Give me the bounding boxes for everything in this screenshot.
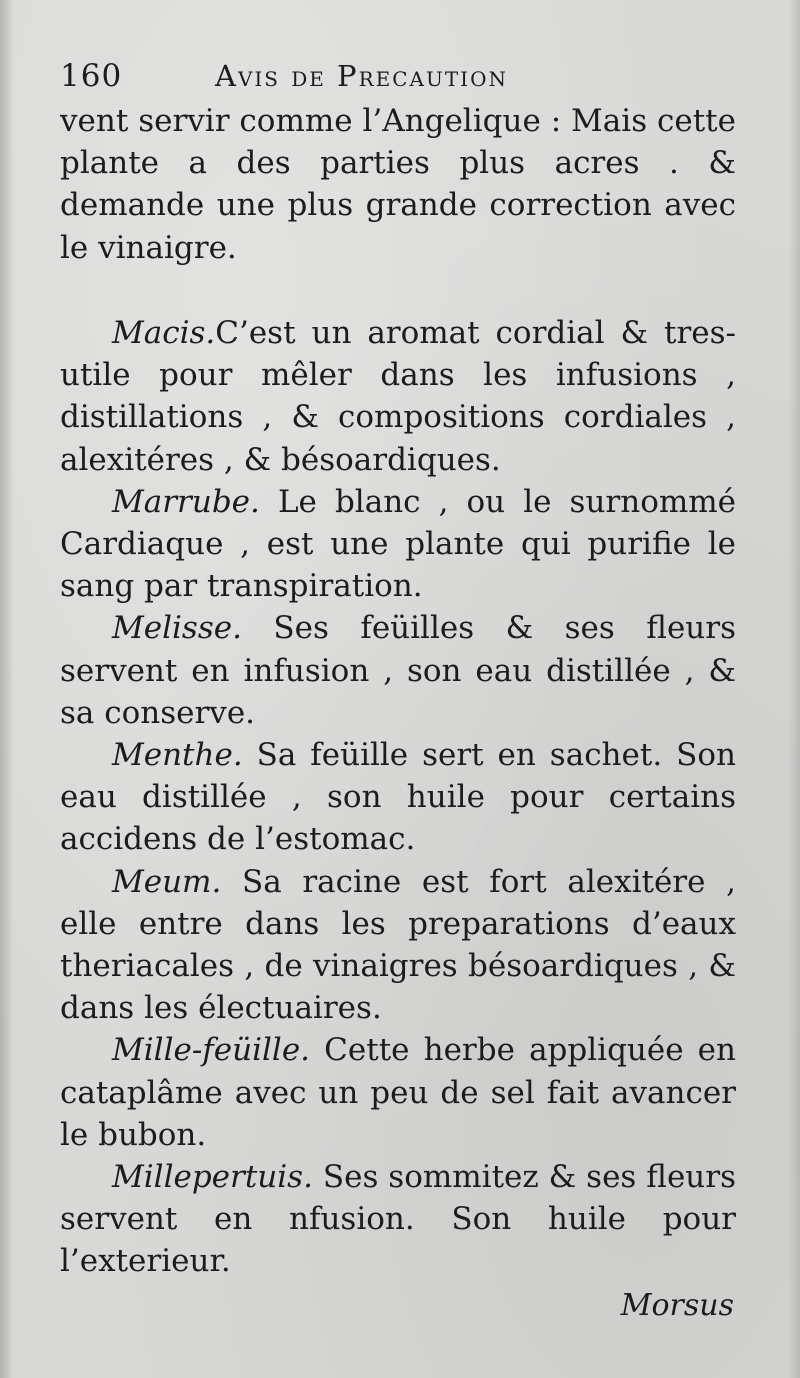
continuation-block [60,100,736,269]
entry-text: Sa feüille sert en sachet. Son eau distillée , son huile pour certains accidens de l’estomac. [60,737,736,858]
page-header [60,56,740,96]
continuation-paragraph: vent servir comme l’Angelique : Mais cette plante a des parties plus acres . & demande une plus grande correction avec le vinaigre. [60,103,736,266]
entries-block [60,312,736,1283]
entry-text: Ses sommitez & ses fleurs servent en nfusion. Son huile pour l’exterieur. [60,1159,736,1280]
entry-term: Melisse. [112,610,242,647]
entry-term: Mille-feüille. [112,1032,311,1069]
entry-menthe [60,734,736,861]
entry-text: Le blanc , ou le surnommé Cardiaque , est une plante qui purifie le sang par transpiration. [60,483,736,605]
entry-text: C’est un aromat cordial & tres-utile pour mêler dans les infusions , distillations , & compositions cordiales , alexitéres , & bésoardiques. [60,315,736,478]
running-head: Avis de Precaution [215,59,508,93]
entry-marrube [60,481,736,608]
entry-meum [60,861,736,1030]
page-number: 160 [60,58,123,94]
entry-text: Cette herbe appliquée en cataplâme avec un peu de sel fait avancer le bubon. [60,1032,736,1153]
entry-millepertuis [60,1156,736,1283]
catchword: Morsus [620,1288,734,1323]
entry-term: Menthe. [112,737,243,774]
entry-mille-feuille [60,1029,736,1156]
entry-melisse [60,607,736,734]
entry-macis [60,312,736,481]
entry-term: Macis. [112,315,216,351]
entry-text: Ses feüilles & ses fleurs servent en infusion , son eau distillée , & sa conserve. [60,610,736,731]
entry-term: Marrube. [112,483,260,520]
entry-term: Millepertuis. [112,1159,313,1196]
entry-term: Meum. [112,863,222,900]
entry-text: Sa racine est fort alexitére , elle entre dans les preparations d’eaux theriacales , de vinaigres bésoardiques , & dans les électuaires. [60,863,736,1027]
